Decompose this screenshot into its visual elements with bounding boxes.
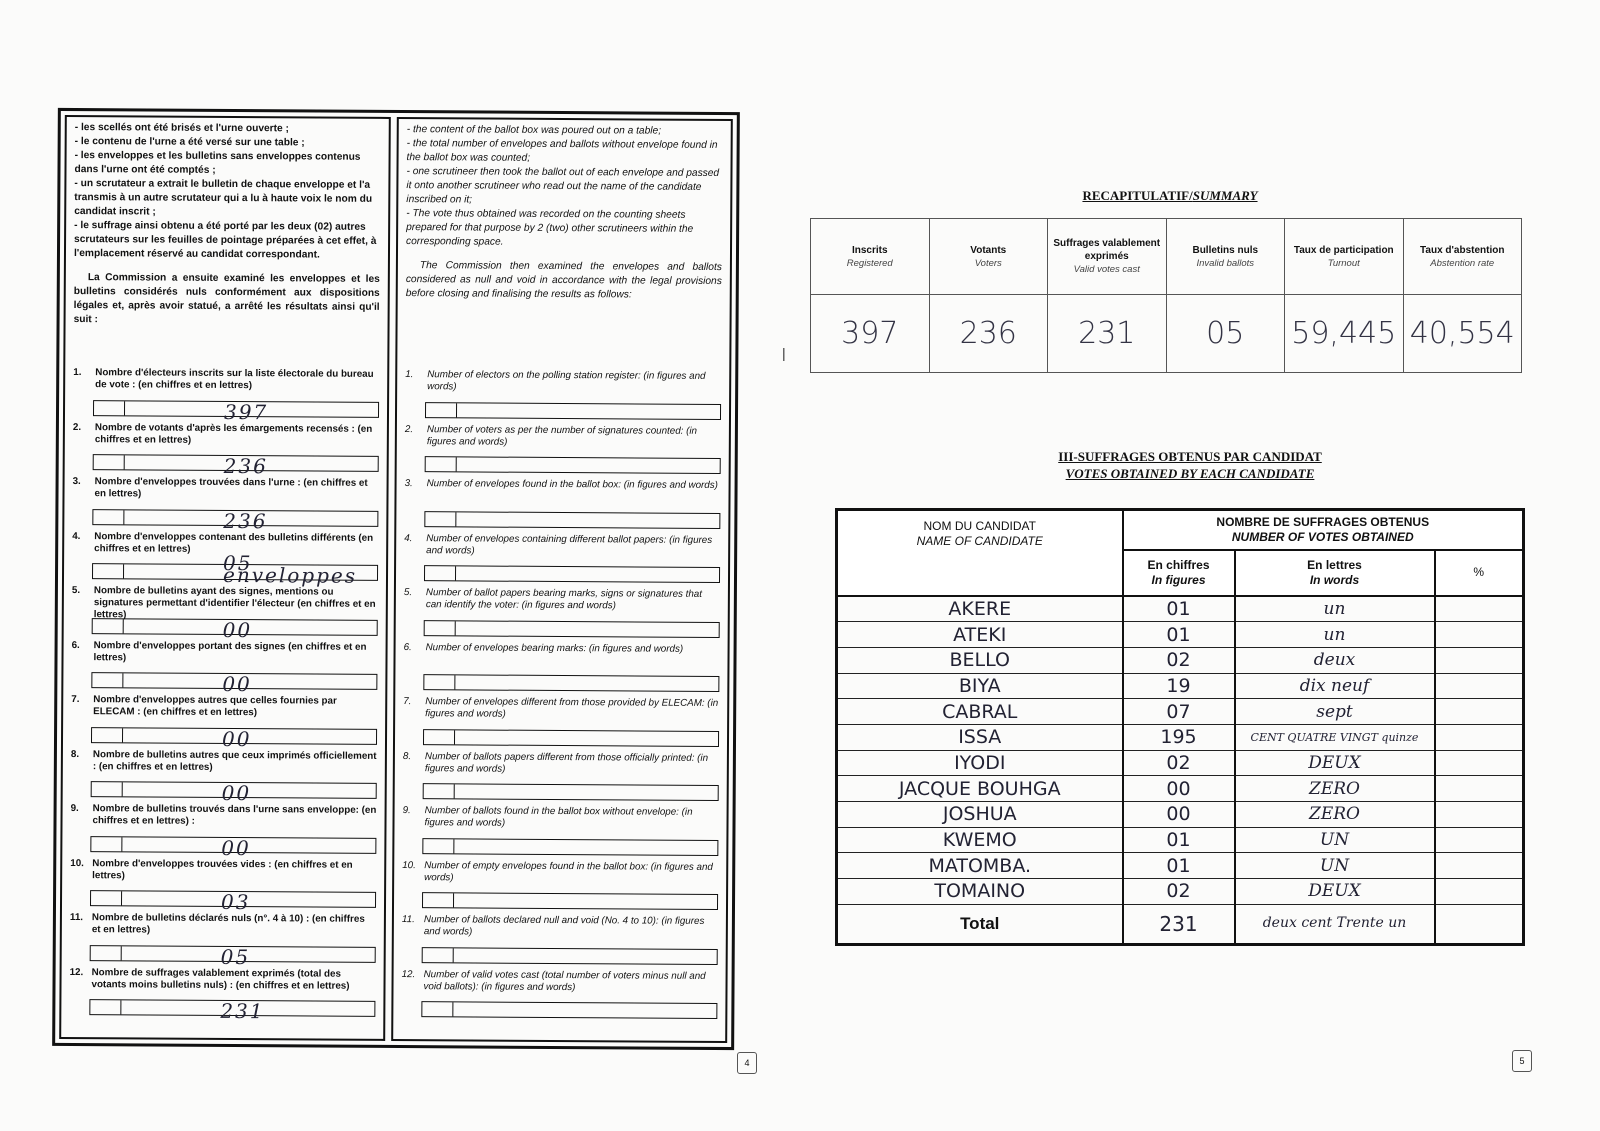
summary-value: 236 bbox=[929, 295, 1048, 373]
votes-figures: 02 bbox=[1123, 750, 1235, 776]
summary-header bbox=[1048, 219, 1167, 295]
handwritten-value: 00 bbox=[222, 671, 252, 697]
item-question: Number of envelopes found in the ballot box: (in figures and words) bbox=[426, 478, 718, 491]
form-item bbox=[402, 914, 718, 970]
form-item bbox=[401, 969, 717, 1025]
item-question: Nombre d'enveloppes portant des signes (en chiffres et en lettres) bbox=[93, 639, 367, 663]
votes-figures: 01 bbox=[1123, 622, 1235, 648]
item-number: 3. bbox=[404, 478, 413, 490]
form-item bbox=[73, 422, 379, 478]
candidate-row bbox=[837, 776, 1524, 802]
summary-title bbox=[1060, 188, 1280, 204]
form-item bbox=[402, 860, 718, 916]
total-figures: 231 bbox=[1123, 904, 1235, 944]
french-column bbox=[59, 115, 391, 1041]
item-question: Number of empty envelopes found in the ballot box: (in figures and words) bbox=[424, 859, 713, 883]
item-number: 10. bbox=[70, 857, 84, 869]
votes-percent bbox=[1435, 776, 1524, 802]
summary-header-fr: Votants bbox=[970, 244, 1007, 256]
votes-words: un bbox=[1235, 622, 1435, 648]
summary-header-en: Abstention rate bbox=[1430, 257, 1495, 269]
item-number: 12. bbox=[401, 968, 416, 980]
summary-header-en: Invalid ballots bbox=[1196, 257, 1255, 269]
votes-words: ZERO bbox=[1235, 801, 1435, 827]
item-question: Number of voters as per the number of signatures counted: (in figures and words) bbox=[426, 423, 698, 448]
item-question: Number of valid votes cast (total number of voters minus null and void ballots): (in figures and words) bbox=[423, 968, 706, 993]
fr-para: La Commission a ensuite examiné les enveloppes et les bulletins considérés nuls conformément aux dispositions légales et, après avoir statué, a arrêté les résultats ainsi qu'il suit : bbox=[73, 272, 380, 326]
votes-words: ZERO bbox=[1235, 776, 1435, 802]
item-number: 8. bbox=[70, 748, 80, 760]
handwritten-value: 236 bbox=[223, 508, 268, 533]
candidate-row bbox=[837, 699, 1524, 725]
french-intro bbox=[74, 121, 381, 329]
handwritten-value: 05 enveloppes bbox=[222, 550, 358, 588]
left-page-form bbox=[52, 108, 740, 1050]
header-words: En lettres In words bbox=[1235, 550, 1435, 596]
item-question: Number of envelopes containing different ballot papers: (in figures and words) bbox=[426, 532, 713, 556]
item-question: Number of envelopes bearing marks: (in figures and words) bbox=[425, 641, 684, 655]
votes-words: CENT QUATRE VINGT quinze bbox=[1235, 724, 1435, 750]
page-number-left: 4 bbox=[737, 1052, 757, 1074]
item-question: Nombre d'enveloppes trouvées dans l'urne : (en chiffres et en lettres) bbox=[94, 476, 368, 500]
candidate-row bbox=[837, 647, 1524, 673]
item-question: Nombre d'enveloppes contenant des bulletins différents (en chiffres et en lettres) bbox=[94, 530, 374, 555]
item-number: 8. bbox=[402, 750, 412, 762]
votes-figures: 00 bbox=[1123, 776, 1235, 802]
candidate-name: KWEMO bbox=[837, 827, 1123, 853]
answer-field[interactable] bbox=[421, 1001, 717, 1019]
summary-header-fr: Bulletins nuls bbox=[1192, 244, 1259, 256]
votes-percent bbox=[1435, 673, 1524, 699]
candidate-row bbox=[837, 827, 1524, 853]
votes-figures: 02 bbox=[1123, 647, 1235, 673]
candidate-name: JOSHUA bbox=[837, 801, 1123, 827]
votes-words: dix neuf bbox=[1235, 673, 1435, 699]
form-item bbox=[71, 640, 377, 696]
candidate-name: ATEKI bbox=[837, 622, 1123, 648]
candidate-name: ISSA bbox=[837, 724, 1123, 750]
candidate-name: MATOMBA. bbox=[837, 853, 1123, 879]
candidate-row bbox=[837, 853, 1524, 879]
summary-header-en: Registered bbox=[846, 257, 893, 269]
answer-field[interactable] bbox=[92, 550, 378, 588]
summary-value: 59,445 bbox=[1285, 295, 1404, 373]
answer-field[interactable] bbox=[422, 838, 718, 856]
english-column bbox=[391, 117, 733, 1043]
answer-field[interactable] bbox=[93, 399, 379, 424]
summary-header bbox=[1166, 219, 1285, 295]
summary-table bbox=[810, 218, 1522, 373]
en-intro-line: - the content of the ballot box was poured out on a table; bbox=[406, 124, 662, 137]
summary-header-fr: Inscrits bbox=[851, 244, 888, 256]
item-question: Number of ballots declared null and void (No. 4 to 10): (in figures and words) bbox=[423, 914, 705, 938]
candidate-row bbox=[837, 750, 1524, 776]
item-question: Nombre de bulletins autres que ceux imprimés officiellement : (en chiffres et en lettres) bbox=[92, 748, 377, 773]
item-question: Nombre de bulletins déclarés nuls (n°. 4 à 10) : (en chiffres et en lettres) bbox=[91, 912, 365, 936]
candidate-name: IYODI bbox=[837, 750, 1123, 776]
handwritten-value: 00 bbox=[221, 726, 252, 751]
summary-title-en: SUMMARY bbox=[1192, 188, 1258, 203]
form-item bbox=[404, 478, 720, 534]
header-candidate-name: NOM DU CANDIDAT NAME OF CANDIDATE bbox=[837, 510, 1123, 597]
candidate-row bbox=[837, 801, 1524, 827]
votes-words: deux bbox=[1235, 647, 1435, 673]
summary-header bbox=[929, 219, 1048, 295]
form-item bbox=[402, 805, 718, 861]
answer-field[interactable] bbox=[90, 944, 376, 969]
answer-field[interactable] bbox=[424, 511, 720, 529]
votes-words: DEUX bbox=[1235, 878, 1435, 904]
item-number: 5. bbox=[403, 587, 413, 599]
summary-header bbox=[1285, 219, 1404, 295]
item-number: 4. bbox=[404, 532, 413, 544]
summary-value: 05 bbox=[1166, 295, 1285, 373]
answer-field[interactable] bbox=[422, 892, 718, 910]
item-question: Nombre d'électeurs inscrits sur la liste électorale du bureau de vote : (en chiffres et en lettres) bbox=[95, 367, 374, 392]
candidate-name: BELLO bbox=[837, 647, 1123, 673]
votes-figures: 19 bbox=[1123, 673, 1235, 699]
item-question: Nombre de votants d'après les émargements recensés : (en chiffres et en lettres) bbox=[94, 421, 373, 446]
section-title-fr: III-SUFFRAGES OBTENUS PAR CANDIDAT bbox=[1058, 449, 1322, 464]
form-item bbox=[404, 533, 720, 589]
form-item bbox=[71, 749, 377, 805]
form-item bbox=[403, 642, 719, 698]
en-intro-line: - one scrutineer then took the ballot out of each envelope and passed it onto another scrutineer who read out the name of the candidate inscribed on it; bbox=[406, 166, 720, 206]
summary-header-fr: Taux de participation bbox=[1293, 244, 1394, 256]
item-number: 12. bbox=[69, 966, 84, 978]
item-number: 7. bbox=[71, 694, 80, 706]
summary-header-fr: Taux d'abstention bbox=[1420, 244, 1505, 256]
answer-field[interactable] bbox=[91, 780, 377, 806]
handwritten-value: 00 bbox=[221, 835, 251, 860]
votes-figures: 195 bbox=[1123, 724, 1235, 750]
summary-header-en: Turnout bbox=[1327, 257, 1360, 269]
votes-percent bbox=[1435, 724, 1524, 750]
en-para: The Commission then examined the envelopes and ballots considered as null and void in accordance with the legal provisions before closing and finalising the results as follows: bbox=[405, 260, 722, 301]
form-item bbox=[72, 476, 378, 532]
item-number: 6. bbox=[403, 641, 412, 653]
total-row bbox=[837, 904, 1524, 944]
answer-field[interactable] bbox=[91, 726, 377, 751]
answer-field[interactable] bbox=[423, 729, 719, 747]
item-question: Nombre d'enveloppes trouvées vides : (en chiffres et en lettres) bbox=[92, 857, 353, 881]
binding-mark: | bbox=[782, 345, 786, 361]
form-item bbox=[71, 694, 377, 750]
votes-figures: 01 bbox=[1123, 827, 1235, 853]
item-number: 9. bbox=[70, 803, 79, 815]
handwritten-value: 231 bbox=[220, 998, 265, 1024]
item-question: Nombre de bulletins trouvés dans l'urne sans enveloppe: (en chiffres et en lettres) : bbox=[92, 803, 377, 827]
summary-header bbox=[1403, 219, 1522, 295]
item-number: 6. bbox=[71, 639, 80, 651]
fr-intro-line: - un scrutateur a extrait le bulletin de chaque enveloppe et l'a transmis à un autre scrutateur qui a lu à haute voix le nom du candidat inscrit ; bbox=[74, 178, 373, 218]
summary-title-fr: RECAPITULATIF/ bbox=[1082, 188, 1193, 203]
candidate-row bbox=[837, 878, 1524, 904]
answer-field[interactable] bbox=[91, 671, 377, 697]
candidate-name: CABRAL bbox=[837, 699, 1123, 725]
fr-intro-line: - les scellés ont été brisés et l'urne ouverte ; bbox=[74, 122, 289, 135]
candidate-votes-table bbox=[835, 508, 1525, 946]
handwritten-value: 00 bbox=[221, 780, 252, 806]
item-question: Number of envelopes different from those provided by ELECAM: (in figures and words) bbox=[425, 696, 719, 720]
page-number-right: 5 bbox=[1512, 1050, 1532, 1072]
answer-field[interactable] bbox=[422, 947, 718, 965]
form-item bbox=[73, 367, 379, 423]
en-intro-line: - the total number of envelopes and ballots without envelope found in the ballot box was counted; bbox=[406, 138, 718, 164]
summary-value: 397 bbox=[811, 295, 930, 373]
item-question: Nombre de bulletins ayant des signes, mentions ou signatures permettant d'identifier l'électeur (en chiffres et en lettres) bbox=[93, 585, 376, 621]
form-item bbox=[403, 751, 719, 807]
form-item bbox=[72, 531, 378, 587]
item-question: Nombre d'enveloppes autres que celles fournies par ELECAM : (en chiffres et en lettres) bbox=[93, 694, 337, 719]
votes-words: sept bbox=[1235, 699, 1435, 725]
summary-header-en: Voters bbox=[974, 257, 1002, 269]
answer-field[interactable] bbox=[93, 453, 379, 479]
votes-percent bbox=[1435, 827, 1524, 853]
answer-field[interactable] bbox=[425, 456, 721, 474]
item-number: 9. bbox=[402, 805, 411, 817]
answer-field[interactable] bbox=[92, 617, 378, 642]
answer-field[interactable] bbox=[424, 565, 720, 583]
votes-figures: 01 bbox=[1123, 596, 1235, 622]
votes-words: DEUX bbox=[1235, 750, 1435, 776]
item-number: 1. bbox=[73, 367, 82, 379]
form-item bbox=[404, 587, 720, 643]
candidate-name: BIYA bbox=[837, 673, 1123, 699]
total-label: Total bbox=[837, 904, 1123, 944]
item-question: Number of ballot papers bearing marks, signs or signatures that can identify the voter: (in figures and words) bbox=[425, 587, 703, 612]
answer-field[interactable] bbox=[424, 620, 720, 638]
candidate-row bbox=[837, 622, 1524, 648]
en-intro-line: - The vote thus obtained was recorded on the counting sheets prepared for that purpose by 2 (two) other scrutineers within the corresponding space. bbox=[406, 208, 694, 248]
votes-percent bbox=[1435, 750, 1524, 776]
total-words: deux cent Trente un bbox=[1235, 904, 1435, 944]
fr-intro-line: - le suffrage ainsi obtenu a été porté par les deux (02) autres scrutateurs sur les feuilles de pointage préparées à cet effet, à l'emplacement réservé au candidat correspondant. bbox=[73, 220, 377, 261]
votes-percent bbox=[1435, 878, 1524, 904]
item-question: Number of ballots papers different from those officially printed: (in figures and words) bbox=[424, 750, 709, 775]
votes-figures: 01 bbox=[1123, 853, 1235, 879]
votes-words: un bbox=[1235, 596, 1435, 622]
handwritten-value: 00 bbox=[222, 617, 253, 642]
votes-percent bbox=[1435, 647, 1524, 673]
form-item bbox=[69, 967, 375, 1023]
handwritten-value: 236 bbox=[223, 453, 268, 479]
item-number: 1. bbox=[405, 369, 414, 381]
summary-value: 231 bbox=[1048, 295, 1167, 373]
answer-field[interactable] bbox=[89, 998, 375, 1024]
form-item bbox=[405, 369, 721, 425]
form-item bbox=[72, 585, 378, 641]
votes-words: UN bbox=[1235, 853, 1435, 879]
header-percent: % bbox=[1435, 550, 1524, 596]
handwritten-value: 397 bbox=[223, 399, 269, 424]
answer-field[interactable] bbox=[92, 508, 378, 533]
candidate-name: AKERE bbox=[837, 596, 1123, 622]
handwritten-value: 05 bbox=[220, 944, 251, 969]
summary-value: 40,554 bbox=[1403, 295, 1522, 373]
item-number: 4. bbox=[72, 530, 81, 542]
total-percent bbox=[1435, 904, 1524, 944]
form-item bbox=[70, 912, 376, 968]
candidate-row bbox=[837, 596, 1524, 622]
item-number: 10. bbox=[402, 859, 416, 871]
summary-header-en: Valid votes cast bbox=[1073, 264, 1140, 275]
candidate-name: TOMAINO bbox=[837, 878, 1123, 904]
summary-header bbox=[811, 219, 930, 295]
fr-intro-line: - le contenu de l'urne a été versé sur une table ; bbox=[74, 136, 305, 149]
item-number: 11. bbox=[69, 912, 84, 924]
answer-field[interactable] bbox=[425, 402, 721, 420]
answer-field[interactable] bbox=[423, 674, 719, 692]
answer-field[interactable] bbox=[90, 889, 376, 915]
votes-words: UN bbox=[1235, 827, 1435, 853]
item-question: Number of electors on the polling station register: (in figures and words) bbox=[427, 369, 706, 393]
item-question: Nombre de suffrages valablement exprimés (total des votants moins bulletins nuls) : (en chiffres et en lettres) bbox=[91, 966, 350, 992]
summary-header-fr: Suffrages valablement exprimés bbox=[1053, 238, 1161, 262]
votes-percent bbox=[1435, 622, 1524, 648]
item-number: 11. bbox=[401, 914, 415, 926]
votes-figures: 00 bbox=[1123, 801, 1235, 827]
votes-percent bbox=[1435, 853, 1524, 879]
item-number: 2. bbox=[404, 423, 414, 435]
candidate-row bbox=[837, 673, 1524, 699]
item-number: 2. bbox=[72, 421, 82, 433]
english-intro bbox=[406, 123, 723, 303]
item-number: 7. bbox=[403, 696, 412, 708]
form-item bbox=[403, 696, 719, 752]
votes-percent bbox=[1435, 596, 1524, 622]
section-title-en: VOTES OBTAINED BY EACH CANDIDATE bbox=[1065, 466, 1315, 481]
section-title bbox=[1020, 448, 1360, 482]
fr-intro-line: - les enveloppes et les bulletins sans enveloppes contenus dans l'urne ont été comptés ; bbox=[74, 150, 361, 176]
votes-figures: 02 bbox=[1123, 878, 1235, 904]
candidate-name: JACQUE BOUHGA bbox=[837, 776, 1123, 802]
answer-field[interactable] bbox=[423, 783, 719, 801]
header-votes-obtained: NOMBRE DE SUFFRAGES OBTENUS NUMBER OF VOTES OBTAINED bbox=[1123, 510, 1524, 550]
form-item bbox=[70, 803, 376, 859]
votes-percent bbox=[1435, 699, 1524, 725]
item-number: 5. bbox=[71, 585, 81, 597]
header-figures: En chiffres In figures bbox=[1123, 550, 1235, 596]
votes-figures: 07 bbox=[1123, 699, 1235, 725]
french-items bbox=[69, 367, 379, 1023]
english-items bbox=[401, 369, 721, 1025]
votes-percent bbox=[1435, 801, 1524, 827]
item-number: 3. bbox=[72, 476, 81, 488]
handwritten-value: 03 bbox=[220, 889, 251, 915]
item-question: Number of ballots found in the ballot box without envelope: (in figures and words) bbox=[424, 805, 693, 829]
answer-field[interactable] bbox=[90, 835, 376, 860]
form-item bbox=[405, 424, 721, 480]
form-item bbox=[70, 858, 376, 914]
candidate-row bbox=[837, 724, 1524, 750]
